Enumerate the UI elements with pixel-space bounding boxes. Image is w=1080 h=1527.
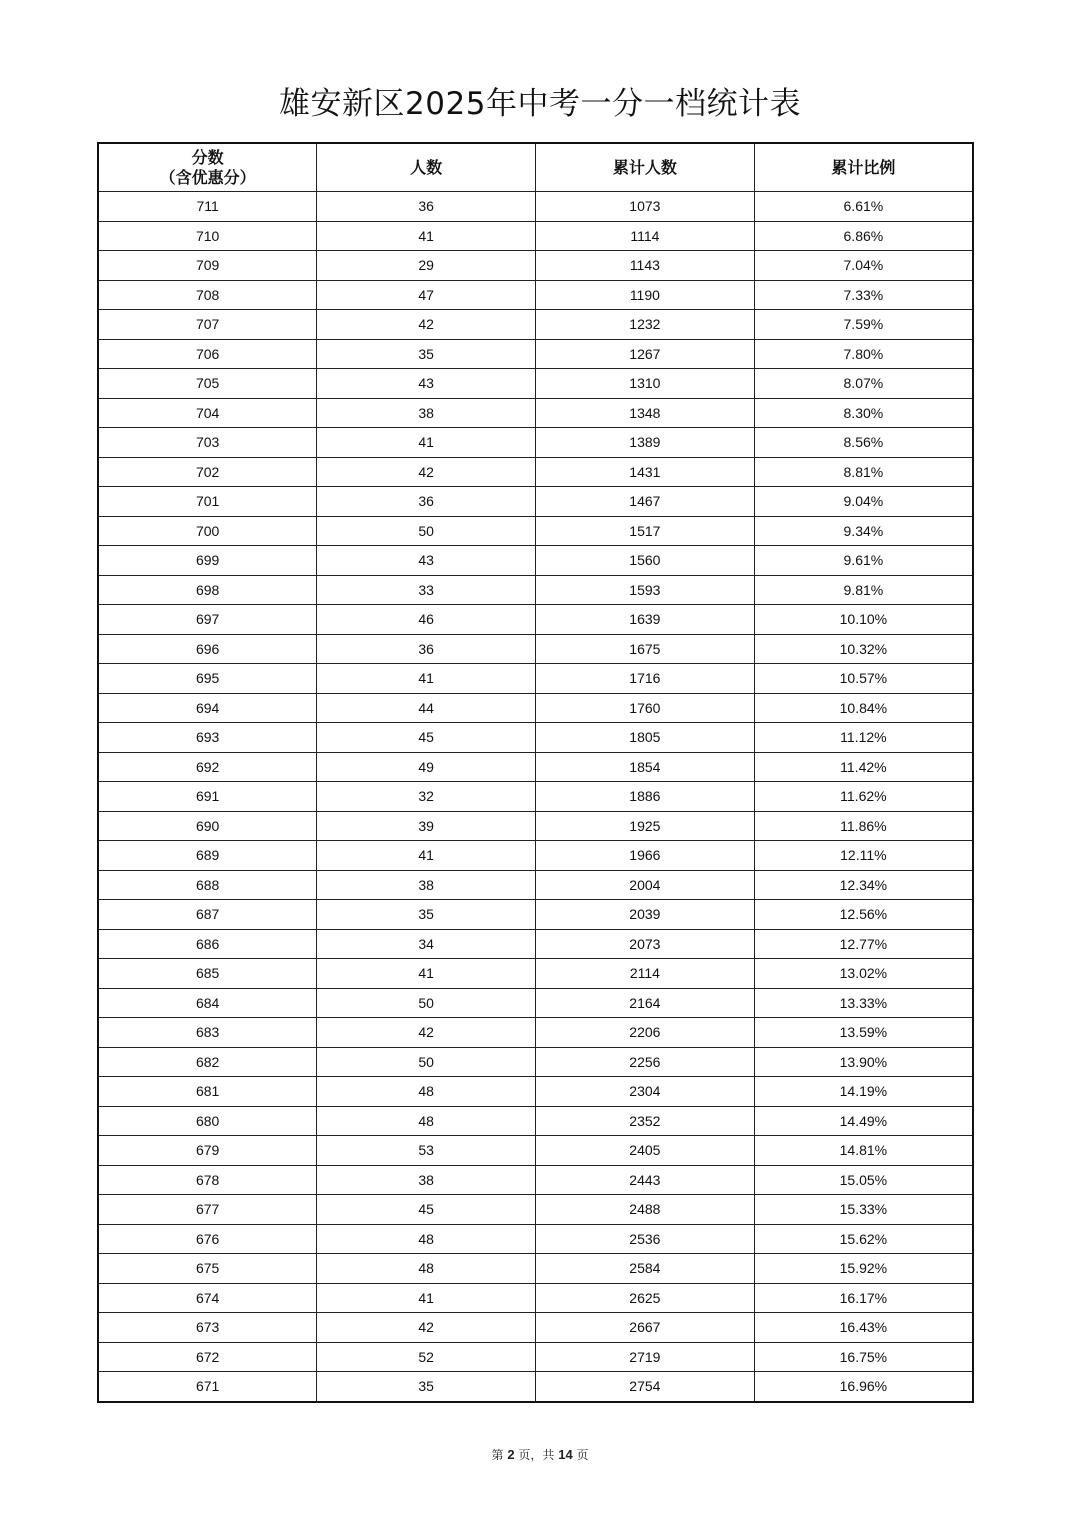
cell-score: 679 [98, 1136, 317, 1166]
table-row [98, 1165, 973, 1195]
header-score-label: 分数 [191, 147, 224, 167]
cell-ratio: 9.34% [754, 516, 973, 546]
cell-count: 50 [317, 516, 536, 546]
cell-ratio: 15.33% [754, 1195, 973, 1225]
cell-score: 674 [98, 1283, 317, 1313]
table-row [98, 1224, 973, 1254]
cell-cumulative: 1517 [536, 516, 755, 546]
cell-cumulative: 2073 [536, 929, 755, 959]
cell-cumulative: 1073 [536, 192, 755, 222]
cell-ratio: 7.80% [754, 339, 973, 369]
cell-count: 29 [317, 251, 536, 281]
page-footer [0, 1446, 1080, 1463]
cell-cumulative: 1232 [536, 310, 755, 340]
cell-ratio: 12.34% [754, 870, 973, 900]
cell-count: 48 [317, 1106, 536, 1136]
cell-cumulative: 1267 [536, 339, 755, 369]
cell-cumulative: 2039 [536, 900, 755, 930]
cell-cumulative: 2488 [536, 1195, 755, 1225]
cell-score: 686 [98, 929, 317, 959]
table-row [98, 1254, 973, 1284]
cell-count: 41 [317, 959, 536, 989]
cell-cumulative: 1310 [536, 369, 755, 399]
table-row [98, 1372, 973, 1402]
table-row [98, 251, 973, 281]
cell-count: 45 [317, 723, 536, 753]
cell-cumulative: 1190 [536, 280, 755, 310]
cell-count: 53 [317, 1136, 536, 1166]
table-row [98, 310, 973, 340]
table-row [98, 339, 973, 369]
cell-score: 684 [98, 988, 317, 1018]
cell-score: 698 [98, 575, 317, 605]
cell-cumulative: 1925 [536, 811, 755, 841]
table-row [98, 605, 973, 635]
cell-cumulative: 2114 [536, 959, 755, 989]
cell-score: 681 [98, 1077, 317, 1107]
cell-ratio: 13.59% [754, 1018, 973, 1048]
cell-count: 50 [317, 988, 536, 1018]
cell-count: 38 [317, 870, 536, 900]
cell-ratio: 15.62% [754, 1224, 973, 1254]
cell-score: 701 [98, 487, 317, 517]
cell-score: 680 [98, 1106, 317, 1136]
cell-count: 36 [317, 192, 536, 222]
cell-ratio: 14.49% [754, 1106, 973, 1136]
table-row [98, 192, 973, 222]
cell-ratio: 12.77% [754, 929, 973, 959]
cell-cumulative: 1431 [536, 457, 755, 487]
cell-cumulative: 2405 [536, 1136, 755, 1166]
cell-count: 42 [317, 310, 536, 340]
cell-score: 711 [98, 192, 317, 222]
table-row [98, 988, 973, 1018]
cell-cumulative: 2164 [536, 988, 755, 1018]
cell-score: 704 [98, 398, 317, 428]
cell-ratio: 10.57% [754, 664, 973, 694]
cell-cumulative: 2206 [536, 1018, 755, 1048]
cell-cumulative: 2304 [536, 1077, 755, 1107]
table-row [98, 428, 973, 458]
cell-score: 699 [98, 546, 317, 576]
table-row [98, 900, 973, 930]
cell-count: 44 [317, 693, 536, 723]
cell-count: 52 [317, 1342, 536, 1372]
table-row [98, 1136, 973, 1166]
cell-count: 50 [317, 1047, 536, 1077]
cell-score: 693 [98, 723, 317, 753]
cell-count: 43 [317, 369, 536, 399]
cell-count: 32 [317, 782, 536, 812]
cell-ratio: 6.86% [754, 221, 973, 251]
cell-cumulative: 1348 [536, 398, 755, 428]
cell-count: 41 [317, 1283, 536, 1313]
cell-score: 690 [98, 811, 317, 841]
cell-ratio: 8.07% [754, 369, 973, 399]
cell-cumulative: 1143 [536, 251, 755, 281]
cell-score: 683 [98, 1018, 317, 1048]
cell-ratio: 7.59% [754, 310, 973, 340]
table-row [98, 841, 973, 871]
cell-score: 696 [98, 634, 317, 664]
cell-score: 671 [98, 1372, 317, 1402]
table-row [98, 516, 973, 546]
table-row [98, 782, 973, 812]
cell-score: 703 [98, 428, 317, 458]
cell-cumulative: 1760 [536, 693, 755, 723]
cell-cumulative: 2256 [536, 1047, 755, 1077]
table-body [98, 192, 973, 1402]
cell-ratio: 15.92% [754, 1254, 973, 1284]
cell-score: 709 [98, 251, 317, 281]
cell-cumulative: 1675 [536, 634, 755, 664]
table-row [98, 546, 973, 576]
table-row [98, 1313, 973, 1343]
cell-ratio: 11.42% [754, 752, 973, 782]
table-row [98, 487, 973, 517]
cell-score: 694 [98, 693, 317, 723]
cell-ratio: 14.81% [754, 1136, 973, 1166]
cell-count: 41 [317, 841, 536, 871]
cell-score: 687 [98, 900, 317, 930]
cell-score: 695 [98, 664, 317, 694]
table-row [98, 634, 973, 664]
header-score-note: （含优惠分） [159, 167, 256, 187]
cell-ratio: 11.62% [754, 782, 973, 812]
table-row [98, 1283, 973, 1313]
cell-ratio: 9.04% [754, 487, 973, 517]
cell-score: 702 [98, 457, 317, 487]
page-title: 雄安新区2025年中考一分一档统计表 [279, 86, 801, 122]
cell-count: 35 [317, 1372, 536, 1402]
cell-score: 677 [98, 1195, 317, 1225]
cell-count: 36 [317, 634, 536, 664]
cell-count: 41 [317, 664, 536, 694]
cell-ratio: 16.75% [754, 1342, 973, 1372]
table-row [98, 723, 973, 753]
cell-score: 705 [98, 369, 317, 399]
cell-count: 48 [317, 1254, 536, 1284]
cell-count: 39 [317, 811, 536, 841]
cell-cumulative: 2754 [536, 1372, 755, 1402]
cell-ratio: 10.84% [754, 693, 973, 723]
footer-prefix: 第 [491, 1448, 504, 1462]
cell-count: 34 [317, 929, 536, 959]
cell-cumulative: 1467 [536, 487, 755, 517]
table-row [98, 929, 973, 959]
cell-count: 45 [317, 1195, 536, 1225]
cell-ratio: 8.56% [754, 428, 973, 458]
cell-count: 35 [317, 900, 536, 930]
cell-score: 692 [98, 752, 317, 782]
table-row [98, 221, 973, 251]
cell-score: 700 [98, 516, 317, 546]
cell-ratio: 10.10% [754, 605, 973, 635]
table-row [98, 369, 973, 399]
table-row [98, 1106, 973, 1136]
cell-ratio: 16.17% [754, 1283, 973, 1313]
cell-ratio: 8.81% [754, 457, 973, 487]
cell-score: 707 [98, 310, 317, 340]
header-score [98, 143, 317, 192]
cell-count: 38 [317, 1165, 536, 1195]
cell-count: 36 [317, 487, 536, 517]
cell-count: 38 [317, 398, 536, 428]
cell-cumulative: 2536 [536, 1224, 755, 1254]
table-row [98, 959, 973, 989]
cell-cumulative: 1639 [536, 605, 755, 635]
cell-count: 46 [317, 605, 536, 635]
cell-score: 675 [98, 1254, 317, 1284]
cell-score: 673 [98, 1313, 317, 1343]
cell-score: 697 [98, 605, 317, 635]
footer-total-pages: 14 [558, 1447, 573, 1462]
score-distribution-table [97, 142, 974, 1403]
cell-score: 706 [98, 339, 317, 369]
table-row [98, 1077, 973, 1107]
cell-count: 48 [317, 1077, 536, 1107]
cell-ratio: 10.32% [754, 634, 973, 664]
cell-cumulative: 1854 [536, 752, 755, 782]
cell-count: 48 [317, 1224, 536, 1254]
table-row [98, 870, 973, 900]
table-row [98, 575, 973, 605]
table-row [98, 1047, 973, 1077]
cell-count: 35 [317, 339, 536, 369]
cell-score: 710 [98, 221, 317, 251]
cell-ratio: 11.86% [754, 811, 973, 841]
cell-count: 41 [317, 221, 536, 251]
cell-ratio: 13.02% [754, 959, 973, 989]
cell-ratio: 9.61% [754, 546, 973, 576]
cell-ratio: 14.19% [754, 1077, 973, 1107]
cell-ratio: 6.61% [754, 192, 973, 222]
cell-count: 41 [317, 428, 536, 458]
cell-cumulative: 2625 [536, 1283, 755, 1313]
header-ratio: 累计比例 [754, 143, 973, 192]
cell-cumulative: 2352 [536, 1106, 755, 1136]
cell-score: 682 [98, 1047, 317, 1077]
cell-score: 678 [98, 1165, 317, 1195]
cell-score: 708 [98, 280, 317, 310]
cell-ratio: 16.43% [754, 1313, 973, 1343]
cell-ratio: 9.81% [754, 575, 973, 605]
table-row [98, 1342, 973, 1372]
cell-count: 42 [317, 457, 536, 487]
table-row [98, 752, 973, 782]
cell-ratio: 12.56% [754, 900, 973, 930]
cell-cumulative: 1389 [536, 428, 755, 458]
cell-count: 47 [317, 280, 536, 310]
cell-score: 691 [98, 782, 317, 812]
cell-count: 42 [317, 1018, 536, 1048]
cell-cumulative: 1114 [536, 221, 755, 251]
cell-cumulative: 2004 [536, 870, 755, 900]
cell-count: 33 [317, 575, 536, 605]
cell-ratio: 7.33% [754, 280, 973, 310]
cell-cumulative: 1805 [536, 723, 755, 753]
header-count: 人数 [317, 143, 536, 192]
cell-ratio: 16.96% [754, 1372, 973, 1402]
table-row [98, 664, 973, 694]
cell-ratio: 12.11% [754, 841, 973, 871]
cell-count: 43 [317, 546, 536, 576]
cell-score: 689 [98, 841, 317, 871]
cell-score: 672 [98, 1342, 317, 1372]
table-row [98, 280, 973, 310]
cell-cumulative: 2719 [536, 1342, 755, 1372]
table-row [98, 811, 973, 841]
cell-count: 49 [317, 752, 536, 782]
cell-cumulative: 1560 [536, 546, 755, 576]
table-row [98, 1018, 973, 1048]
footer-suffix: 页 [576, 1448, 589, 1462]
cell-ratio: 13.33% [754, 988, 973, 1018]
table-row [98, 1195, 973, 1225]
table-row [98, 693, 973, 723]
cell-score: 685 [98, 959, 317, 989]
cell-cumulative: 1966 [536, 841, 755, 871]
cell-cumulative: 1593 [536, 575, 755, 605]
cell-score: 676 [98, 1224, 317, 1254]
cell-ratio: 8.30% [754, 398, 973, 428]
footer-middle: 页，共 [518, 1448, 555, 1462]
table-row [98, 398, 973, 428]
table-header-row [98, 143, 973, 192]
cell-cumulative: 2667 [536, 1313, 755, 1343]
cell-cumulative: 2443 [536, 1165, 755, 1195]
cell-ratio: 13.90% [754, 1047, 973, 1077]
header-cumulative: 累计人数 [536, 143, 755, 192]
cell-score: 688 [98, 870, 317, 900]
cell-cumulative: 1716 [536, 664, 755, 694]
footer-page-number: 2 [507, 1447, 515, 1462]
cell-ratio: 15.05% [754, 1165, 973, 1195]
cell-ratio: 11.12% [754, 723, 973, 753]
table-row [98, 457, 973, 487]
cell-cumulative: 2584 [536, 1254, 755, 1284]
cell-cumulative: 1886 [536, 782, 755, 812]
cell-count: 42 [317, 1313, 536, 1343]
cell-ratio: 7.04% [754, 251, 973, 281]
